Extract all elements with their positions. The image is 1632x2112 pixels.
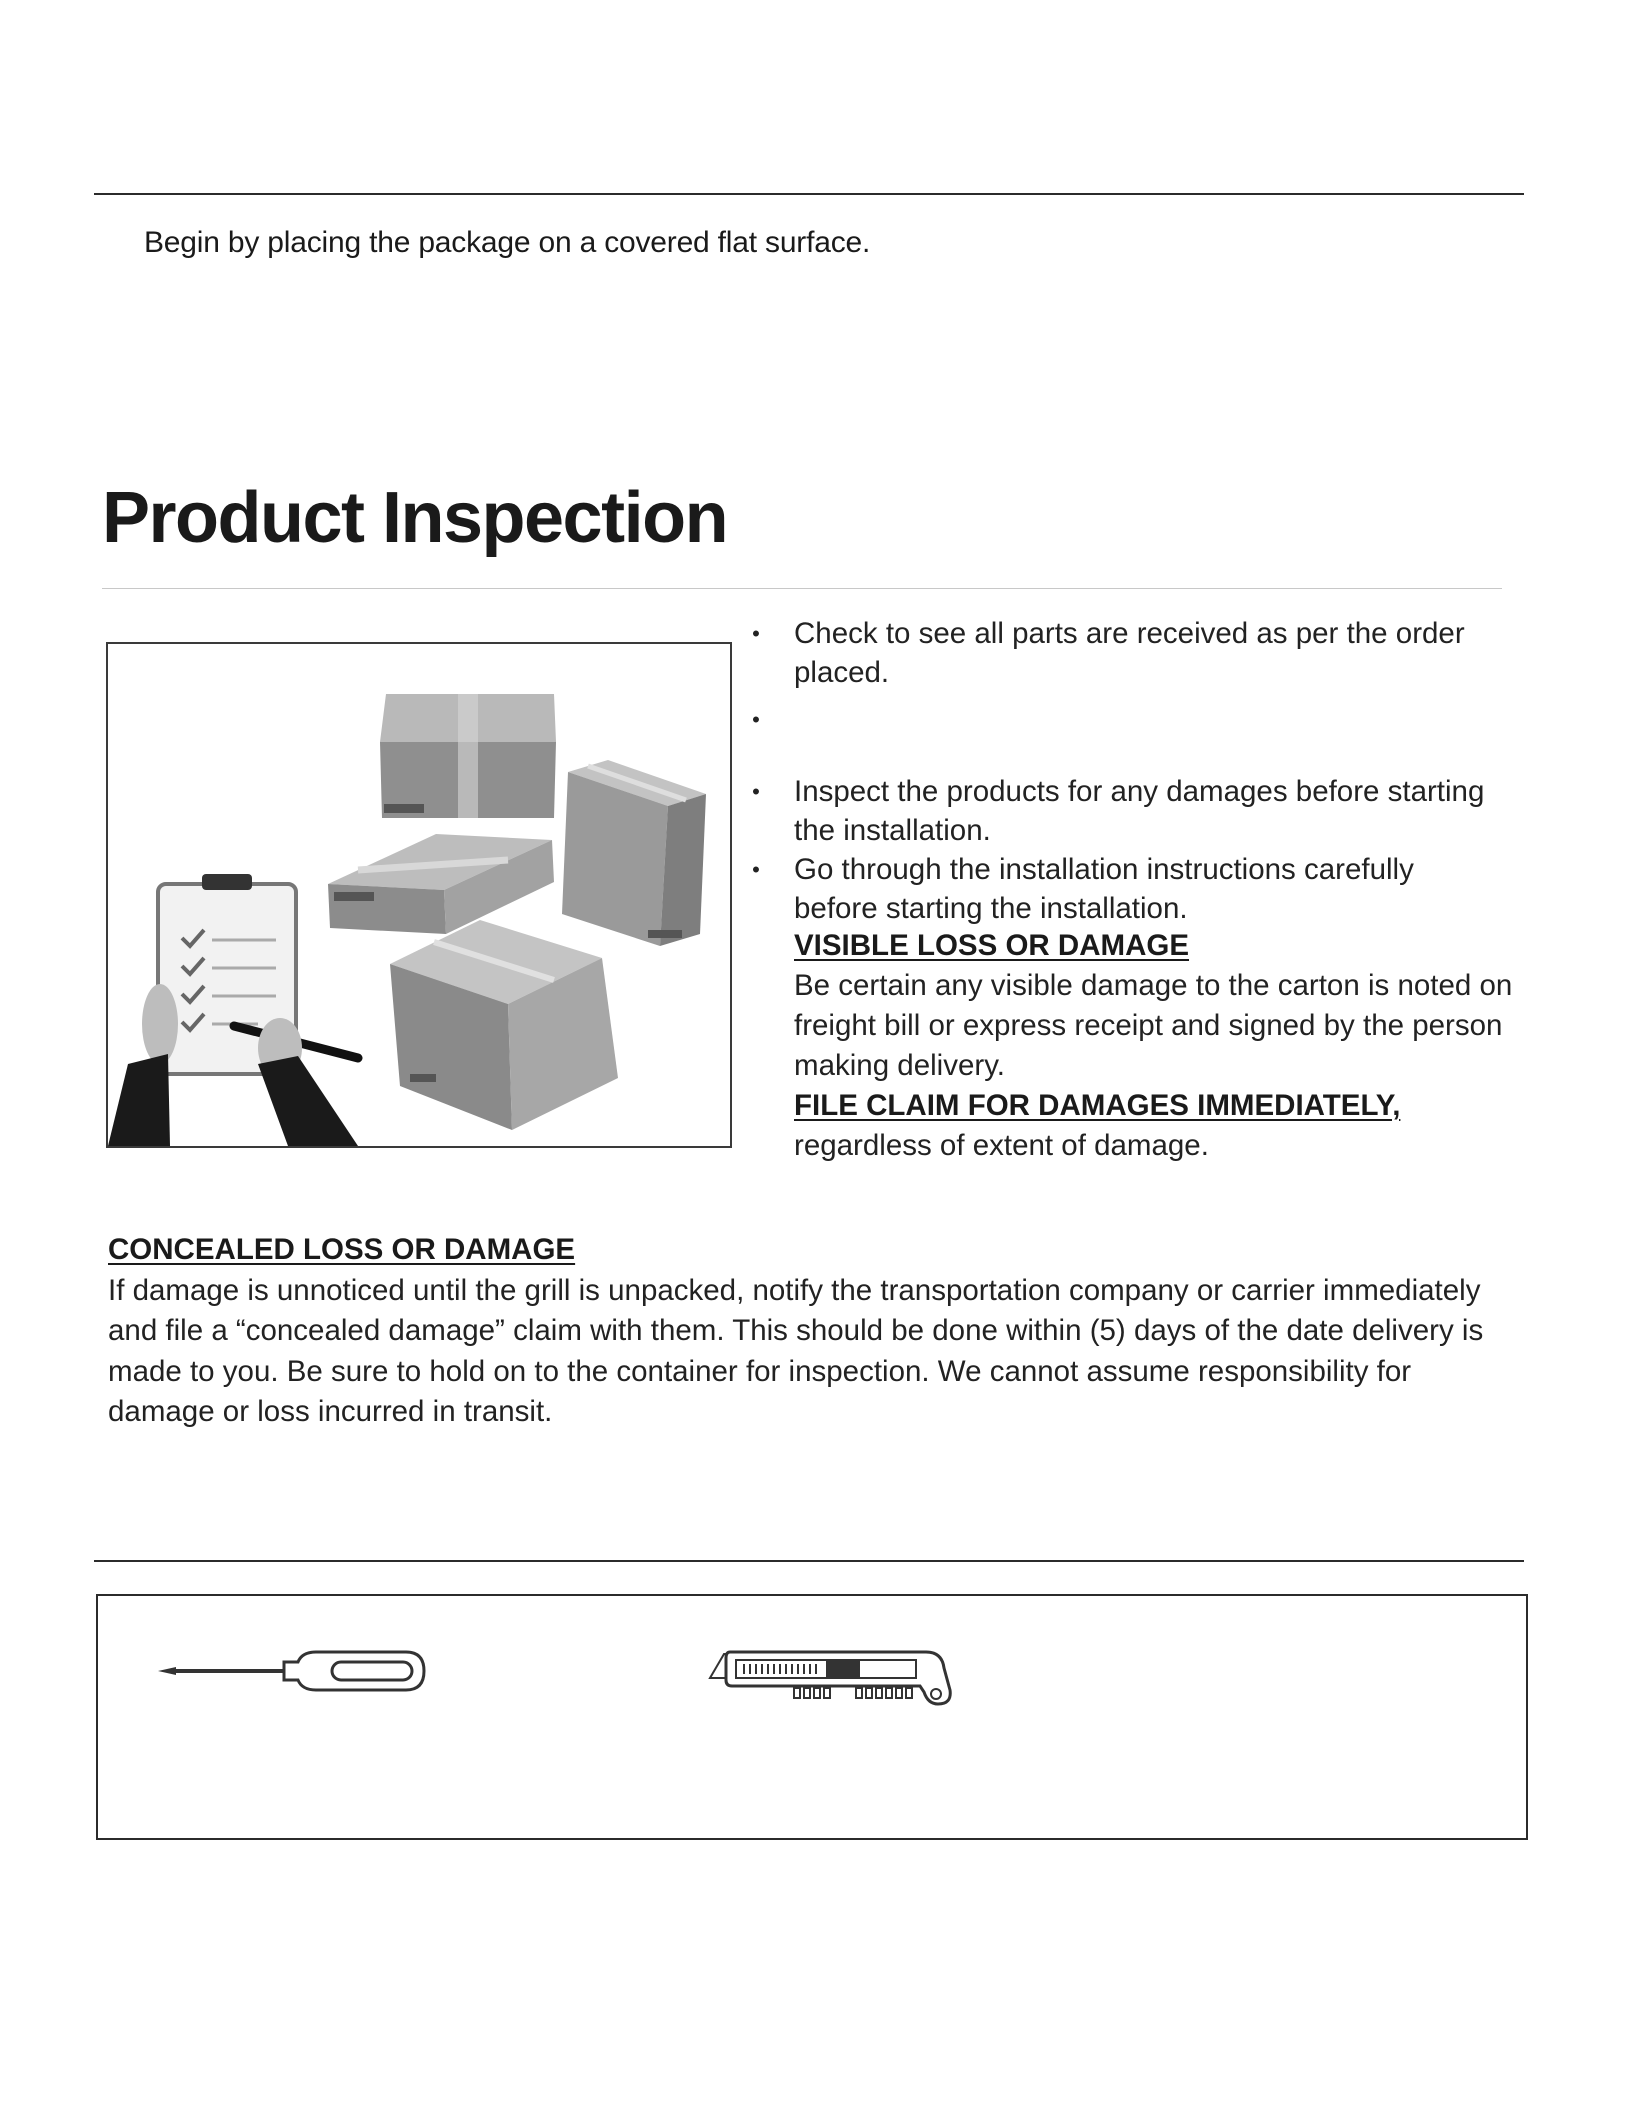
bullet-dot: •	[752, 779, 760, 804]
intro-text: Begin by placing the package on a covered flat surface.	[144, 226, 871, 259]
title-divider	[102, 588, 1502, 589]
visible-damage-block	[794, 926, 1514, 1166]
concealed-damage-heading: CONCEALED LOSS OR DAMAGE	[108, 1233, 576, 1266]
carton-right-icon	[562, 760, 706, 946]
list-item-text: Check to see all parts are received as per the order placed.	[794, 617, 1465, 689]
visible-damage-body: Be certain any visible damage to the carton is noted on freight bill or express receipt and signed by the person making delivery.	[794, 969, 1513, 1082]
carton-top-icon	[380, 694, 556, 818]
claim-body: regardless of extent of damage.	[794, 1129, 1209, 1162]
carton-middle-icon	[328, 834, 554, 934]
tools-box	[96, 1594, 1528, 1840]
list-item-text: Inspect the products for any damages before starting the installation.	[794, 775, 1485, 847]
carton-bottom-icon	[390, 920, 618, 1130]
top-divider	[94, 193, 1524, 195]
bullet-dot: •	[752, 857, 760, 882]
concealed-damage-body: If damage is unnoticed until the grill is unpacked, notify the transportation company or carrier immediately and file a “concealed damage” claim with them. This should be done within (5) days of the date delivery is made to you. Be sure to hold on to the container for inspection. We cannot assume responsibility for damage or loss incurred in transit.	[108, 1273, 1484, 1428]
list-item-text: Go through the installation instructions carefully before starting the installation.	[794, 853, 1414, 925]
claim-heading: FILE CLAIM FOR DAMAGES IMMEDIATELY,	[794, 1089, 1401, 1122]
tools-divider	[94, 1560, 1524, 1562]
bullet-dot: •	[752, 707, 760, 732]
utility-knife-icon	[706, 1646, 966, 1715]
page-title: Product Inspection	[102, 478, 728, 558]
bullet-dot: •	[752, 621, 760, 646]
screwdriver-icon	[156, 1646, 436, 1701]
visible-damage-heading: VISIBLE LOSS OR DAMAGE	[794, 929, 1190, 962]
packages-checklist-illustration	[106, 642, 732, 1148]
concealed-damage-block	[108, 1230, 1508, 1433]
